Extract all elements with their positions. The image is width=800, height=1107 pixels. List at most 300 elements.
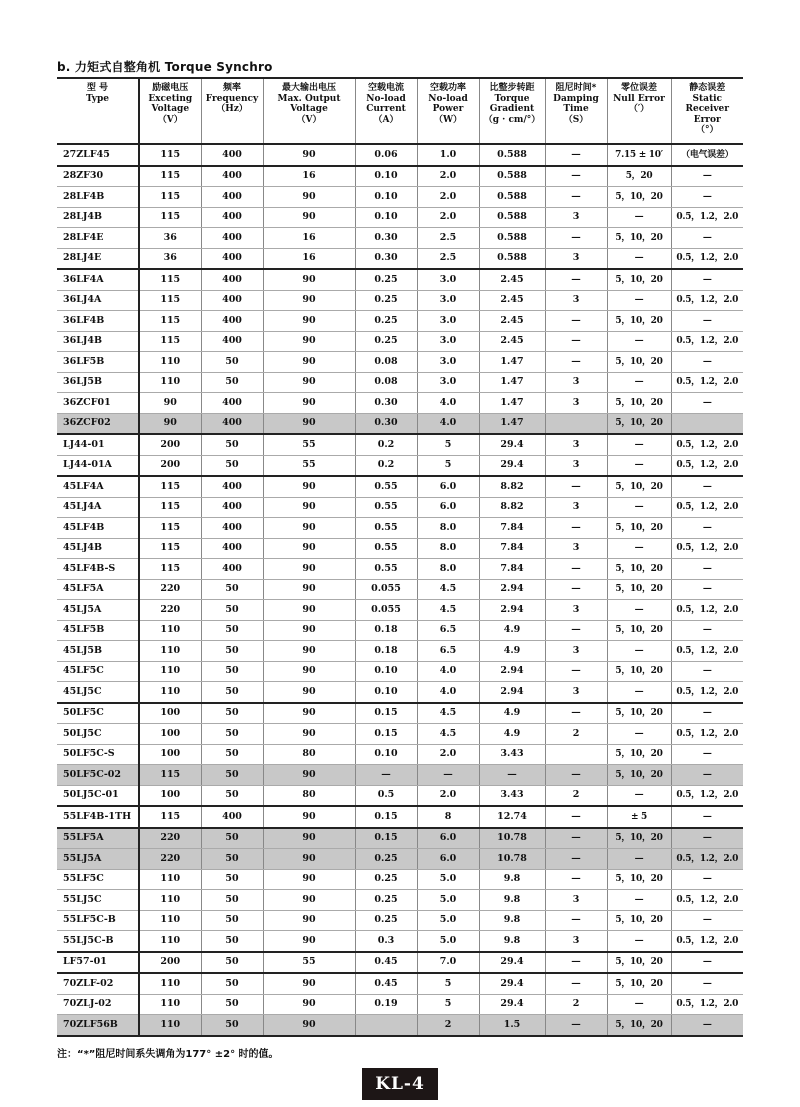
cell-static-error: 0.5，1.2，2.0 — [671, 994, 743, 1015]
cell-voltage: 115 — [139, 207, 201, 228]
header-en-text: Frequency — [205, 93, 259, 104]
cell-type: 45LJ5B — [57, 641, 139, 662]
table-row — [57, 973, 743, 994]
cell-damping: — — [545, 1015, 607, 1036]
cell-torque: 9.8 — [479, 910, 545, 931]
cell-max-out: 90 — [263, 641, 355, 662]
cell-type: 45LF5A — [57, 579, 139, 600]
cell-freq: 400 — [201, 413, 263, 434]
cell-type: 55LF4B-1TH — [57, 806, 139, 828]
cell-static-error: — — [671, 661, 743, 682]
cell-voltage: 110 — [139, 682, 201, 703]
cell-power: 5 — [417, 455, 479, 476]
cell-power: — — [417, 765, 479, 786]
cell-damping: 3 — [545, 600, 607, 621]
table-row — [57, 1015, 743, 1036]
cell-freq: 400 — [201, 806, 263, 828]
cell-freq: 400 — [201, 228, 263, 249]
cell-type: 45LF4A — [57, 476, 139, 497]
table-row — [57, 994, 743, 1015]
cell-damping: — — [545, 559, 607, 580]
table-row — [57, 620, 743, 641]
cell-type: 36LF4B — [57, 311, 139, 332]
cell-max-out: 90 — [263, 682, 355, 703]
cell-damping: — — [545, 620, 607, 641]
cell-current: 0.25 — [355, 890, 417, 911]
cell-max-out: 90 — [263, 476, 355, 497]
cell-static-error: 0.5，1.2，2.0 — [671, 600, 743, 621]
cell-damping: 2 — [545, 785, 607, 806]
cell-freq: 400 — [201, 393, 263, 414]
cell-static-error: — — [671, 187, 743, 208]
cell-null-error: — — [607, 538, 671, 559]
cell-voltage: 100 — [139, 785, 201, 806]
cell-voltage: 220 — [139, 828, 201, 849]
cell-type: 36LJ4B — [57, 331, 139, 352]
header-unit-text: （V） — [296, 114, 322, 125]
cell-power: 2.0 — [417, 207, 479, 228]
cell-torque: — — [479, 765, 545, 786]
cell-damping: 3 — [545, 890, 607, 911]
cell-freq: 400 — [201, 166, 263, 187]
cell-max-out: 90 — [263, 290, 355, 311]
cell-type: 45LJ4A — [57, 497, 139, 518]
cell-type: 45LJ5A — [57, 600, 139, 621]
cell-current: 0.08 — [355, 352, 417, 373]
cell-current: 0.30 — [355, 413, 417, 434]
cell-torque: 8.82 — [479, 497, 545, 518]
cell-power: 4.5 — [417, 579, 479, 600]
cell-voltage: 110 — [139, 620, 201, 641]
table-row — [57, 849, 743, 870]
table-row — [57, 724, 743, 745]
cell-type: 45LF5B — [57, 620, 139, 641]
column-header-type — [57, 78, 139, 144]
footnote: 注：“*”阻尼时间系失调角为177° ±2° 时的值。 — [57, 1049, 279, 1060]
cell-torque: 7.84 — [479, 538, 545, 559]
cell-power: 8.0 — [417, 559, 479, 580]
cell-power: 2.5 — [417, 228, 479, 249]
cell-static-error: 0.5，1.2，2.0 — [671, 372, 743, 393]
cell-current: 0.10 — [355, 207, 417, 228]
table-row — [57, 952, 743, 974]
cell-freq: 400 — [201, 248, 263, 269]
cell-voltage: 115 — [139, 497, 201, 518]
cell-null-error: 5，10，20 — [607, 869, 671, 890]
table-row — [57, 559, 743, 580]
cell-null-error: 5，10，20 — [607, 828, 671, 849]
header-zh-text: 频率 — [222, 83, 241, 93]
cell-power: 6.0 — [417, 828, 479, 849]
cell-current: 0.45 — [355, 973, 417, 994]
cell-torque: 0.588 — [479, 187, 545, 208]
cell-damping: — — [545, 144, 607, 166]
cell-power: 6.5 — [417, 620, 479, 641]
cell-voltage: 115 — [139, 144, 201, 166]
cell-damping: — — [545, 228, 607, 249]
cell-power: 4.5 — [417, 600, 479, 621]
cell-torque: 1.47 — [479, 413, 545, 434]
cell-damping: — — [545, 579, 607, 600]
cell-static-error: — — [671, 393, 743, 414]
cell-current: 0.2 — [355, 455, 417, 476]
cell-damping: — — [545, 352, 607, 373]
cell-current: 0.10 — [355, 661, 417, 682]
table-row — [57, 910, 743, 931]
cell-power: 7.0 — [417, 952, 479, 974]
cell-max-out: 55 — [263, 952, 355, 974]
cell-max-out: 90 — [263, 600, 355, 621]
header-en-text: Exceting Voltage — [148, 93, 193, 114]
cell-null-error: 5，10，20 — [607, 1015, 671, 1036]
cell-current: — — [355, 765, 417, 786]
column-header-static-receiver-error — [671, 78, 743, 144]
cell-power: 4.5 — [417, 703, 479, 724]
cell-freq: 50 — [201, 931, 263, 952]
cell-damping: — — [545, 661, 607, 682]
cell-type: 36LF5B — [57, 352, 139, 373]
cell-torque: 0.588 — [479, 248, 545, 269]
cell-voltage: 90 — [139, 393, 201, 414]
table-row — [57, 331, 743, 352]
cell-voltage: 110 — [139, 372, 201, 393]
cell-current: 0.15 — [355, 828, 417, 849]
cell-null-error: 5，10，20 — [607, 559, 671, 580]
cell-static-error: 0.5，1.2，2.0 — [671, 455, 743, 476]
cell-torque: 0.588 — [479, 166, 545, 187]
cell-freq: 400 — [201, 331, 263, 352]
cell-static-error: — — [671, 828, 743, 849]
cell-max-out: 55 — [263, 455, 355, 476]
cell-freq: 50 — [201, 1015, 263, 1036]
cell-current: 0.55 — [355, 476, 417, 497]
cell-voltage: 115 — [139, 765, 201, 786]
cell-voltage: 115 — [139, 806, 201, 828]
cell-static-error: — — [671, 910, 743, 931]
cell-type: 28LF4B — [57, 187, 139, 208]
cell-voltage: 115 — [139, 559, 201, 580]
cell-max-out: 90 — [263, 372, 355, 393]
cell-current: 0.30 — [355, 248, 417, 269]
cell-voltage: 115 — [139, 269, 201, 290]
table-row — [57, 248, 743, 269]
cell-null-error: 5，10，20 — [607, 703, 671, 724]
cell-type: 50LJ5C-01 — [57, 785, 139, 806]
cell-torque: 0.588 — [479, 144, 545, 166]
cell-torque: 9.8 — [479, 931, 545, 952]
cell-type: 27ZLF45 — [57, 144, 139, 166]
cell-damping: 3 — [545, 455, 607, 476]
cell-type: 45LJ5C — [57, 682, 139, 703]
table-row — [57, 187, 743, 208]
cell-freq: 50 — [201, 703, 263, 724]
table-row — [57, 269, 743, 290]
cell-power: 3.0 — [417, 269, 479, 290]
cell-static-error: — — [671, 559, 743, 580]
cell-freq: 50 — [201, 765, 263, 786]
cell-max-out: 55 — [263, 434, 355, 455]
cell-voltage: 90 — [139, 413, 201, 434]
cell-max-out: 90 — [263, 393, 355, 414]
table-row — [57, 600, 743, 621]
cell-static-error: 0.5，1.2，2.0 — [671, 931, 743, 952]
cell-type: 50LF5C-S — [57, 744, 139, 765]
cell-type: 55LJ5A — [57, 849, 139, 870]
cell-current: 0.15 — [355, 724, 417, 745]
cell-voltage: 100 — [139, 703, 201, 724]
cell-torque: 2.45 — [479, 311, 545, 332]
cell-power: 6.0 — [417, 497, 479, 518]
cell-freq: 50 — [201, 434, 263, 455]
cell-damping: — — [545, 518, 607, 539]
cell-max-out: 90 — [263, 931, 355, 952]
cell-damping: 3 — [545, 497, 607, 518]
cell-null-error: 5，10，20 — [607, 765, 671, 786]
cell-power: 4.5 — [417, 724, 479, 745]
cell-max-out: 90 — [263, 497, 355, 518]
cell-current: 0.055 — [355, 579, 417, 600]
cell-null-error: — — [607, 248, 671, 269]
cell-current: 0.25 — [355, 269, 417, 290]
cell-type: 55LF5C — [57, 869, 139, 890]
cell-freq: 50 — [201, 828, 263, 849]
cell-voltage: 220 — [139, 600, 201, 621]
cell-static-error: — — [671, 806, 743, 828]
cell-static-error: 0.5，1.2，2.0 — [671, 785, 743, 806]
cell-type: 36LJ4A — [57, 290, 139, 311]
cell-freq: 50 — [201, 579, 263, 600]
cell-freq: 50 — [201, 910, 263, 931]
cell-freq: 50 — [201, 869, 263, 890]
cell-torque: 10.78 — [479, 849, 545, 870]
cell-damping: — — [545, 703, 607, 724]
cell-damping: 3 — [545, 641, 607, 662]
cell-null-error: 5，10，20 — [607, 311, 671, 332]
cell-max-out: 90 — [263, 869, 355, 890]
cell-power: 2.0 — [417, 785, 479, 806]
cell-type: 36ZCF01 — [57, 393, 139, 414]
cell-current: 0.18 — [355, 620, 417, 641]
cell-type: 36LJ5B — [57, 372, 139, 393]
cell-power: 5.0 — [417, 869, 479, 890]
cell-max-out: 16 — [263, 228, 355, 249]
cell-max-out: 90 — [263, 331, 355, 352]
cell-max-out: 90 — [263, 144, 355, 166]
table-row — [57, 828, 743, 849]
cell-null-error: 5，10，20 — [607, 579, 671, 600]
cell-damping: 3 — [545, 372, 607, 393]
cell-current: 0.19 — [355, 994, 417, 1015]
cell-torque: 0.588 — [479, 207, 545, 228]
cell-static-error: — — [671, 166, 743, 187]
cell-torque: 7.84 — [479, 559, 545, 580]
cell-current: 0.55 — [355, 518, 417, 539]
cell-torque: 2.45 — [479, 290, 545, 311]
cell-power: 3.0 — [417, 331, 479, 352]
cell-damping: — — [545, 869, 607, 890]
cell-null-error: 5，10，20 — [607, 228, 671, 249]
table-row — [57, 538, 743, 559]
cell-type: 55LJ5C-B — [57, 931, 139, 952]
cell-damping: 3 — [545, 393, 607, 414]
cell-voltage: 110 — [139, 890, 201, 911]
cell-voltage: 115 — [139, 538, 201, 559]
cell-null-error: — — [607, 372, 671, 393]
cell-damping: 2 — [545, 994, 607, 1015]
cell-freq: 50 — [201, 600, 263, 621]
cell-null-error: 5，10，20 — [607, 187, 671, 208]
cell-type: 50LF5C-02 — [57, 765, 139, 786]
cell-static-error: — — [671, 973, 743, 994]
cell-torque: 4.9 — [479, 620, 545, 641]
cell-type: 70ZLJ-02 — [57, 994, 139, 1015]
table-row — [57, 806, 743, 828]
cell-torque: 29.4 — [479, 434, 545, 455]
cell-freq: 50 — [201, 973, 263, 994]
cell-damping: — — [545, 952, 607, 974]
cell-damping: — — [545, 269, 607, 290]
cell-static-error: — — [671, 703, 743, 724]
cell-current: 0.15 — [355, 703, 417, 724]
cell-torque: 0.588 — [479, 228, 545, 249]
cell-freq: 400 — [201, 144, 263, 166]
cell-damping — [545, 744, 607, 765]
column-header-no-load-power — [417, 78, 479, 144]
cell-static-error: — — [671, 476, 743, 497]
cell-static-error: 0.5，1.2，2.0 — [671, 290, 743, 311]
header-unit-text: （A） — [373, 114, 399, 125]
cell-max-out: 90 — [263, 1015, 355, 1036]
header-zh-text: 励磁电压 — [152, 83, 189, 93]
cell-null-error: ± 5 — [607, 806, 671, 828]
cell-torque: 8.82 — [479, 476, 545, 497]
header-zh-text: 阻尼时间* — [555, 83, 597, 93]
cell-voltage: 220 — [139, 579, 201, 600]
cell-torque: 3.43 — [479, 744, 545, 765]
cell-freq: 50 — [201, 724, 263, 745]
table-row — [57, 228, 743, 249]
cell-damping: — — [545, 331, 607, 352]
header-en-text: Torque Gradient — [489, 93, 535, 114]
cell-null-error: 5，10，20 — [607, 744, 671, 765]
cell-freq: 50 — [201, 744, 263, 765]
cell-null-error: — — [607, 785, 671, 806]
cell-freq: 400 — [201, 497, 263, 518]
cell-static-error: 0.5，1.2，2.0 — [671, 724, 743, 745]
cell-voltage: 110 — [139, 869, 201, 890]
cell-null-error: 5，10，20 — [607, 476, 671, 497]
cell-max-out: 90 — [263, 806, 355, 828]
cell-type: 50LJ5C — [57, 724, 139, 745]
cell-current: 0.30 — [355, 228, 417, 249]
cell-damping: 3 — [545, 434, 607, 455]
cell-current: 0.06 — [355, 144, 417, 166]
header-zh-text: 型 号 — [86, 83, 109, 93]
cell-current: 0.15 — [355, 806, 417, 828]
cell-max-out: 90 — [263, 352, 355, 373]
cell-null-error: — — [607, 724, 671, 745]
table-row — [57, 682, 743, 703]
cell-torque: 4.9 — [479, 703, 545, 724]
cell-power: 2.0 — [417, 744, 479, 765]
cell-damping: — — [545, 806, 607, 828]
header-zh-text: 空载功率 — [429, 83, 466, 93]
cell-damping: — — [545, 910, 607, 931]
cell-freq: 400 — [201, 518, 263, 539]
header-zh-text: 静态误差 — [689, 83, 726, 93]
header-unit-text: （°） — [695, 125, 719, 135]
cell-freq: 400 — [201, 559, 263, 580]
cell-current: 0.45 — [355, 952, 417, 974]
cell-current: 0.30 — [355, 393, 417, 414]
cell-null-error: 5，10，20 — [607, 352, 671, 373]
cell-freq: 400 — [201, 311, 263, 332]
cell-torque: 10.78 — [479, 828, 545, 849]
header-en-text: Type — [86, 93, 109, 104]
header-unit-text: （g · cm/°） — [483, 114, 541, 125]
table-row — [57, 785, 743, 806]
cell-current: 0.18 — [355, 641, 417, 662]
cell-voltage: 36 — [139, 248, 201, 269]
cell-null-error: 5，10，20 — [607, 393, 671, 414]
table-row — [57, 579, 743, 600]
cell-torque: 2.45 — [479, 269, 545, 290]
cell-null-error: — — [607, 331, 671, 352]
cell-power: 5 — [417, 994, 479, 1015]
cell-type: 55LF5C-B — [57, 910, 139, 931]
torque-synchro-spec-table — [57, 77, 743, 1037]
cell-torque: 2.94 — [479, 579, 545, 600]
cell-voltage: 100 — [139, 744, 201, 765]
cell-static-error: 0.5，1.2，2.0 — [671, 890, 743, 911]
cell-power: 5 — [417, 973, 479, 994]
cell-damping: — — [545, 311, 607, 332]
table-row — [57, 372, 743, 393]
cell-static-error: 0.5，1.2，2.0 — [671, 497, 743, 518]
cell-type: 36ZCF02 — [57, 413, 139, 434]
header-en-text: Max. Output Voltage — [277, 93, 341, 114]
column-header-exciting-voltage — [139, 78, 201, 144]
cell-null-error: 5，10，20 — [607, 973, 671, 994]
cell-voltage: 110 — [139, 1015, 201, 1036]
cell-torque: 9.8 — [479, 869, 545, 890]
cell-power: 3.0 — [417, 290, 479, 311]
cell-type: 55LJ5C — [57, 890, 139, 911]
cell-damping: — — [545, 166, 607, 187]
table-row — [57, 497, 743, 518]
cell-max-out: 90 — [263, 724, 355, 745]
table-row — [57, 765, 743, 786]
cell-power: 6.0 — [417, 849, 479, 870]
cell-torque: 1.47 — [479, 393, 545, 414]
cell-static-error: 0.5，1.2，2.0 — [671, 331, 743, 352]
header-zh-text: 零位误差 — [620, 83, 657, 93]
cell-freq: 50 — [201, 620, 263, 641]
cell-static-error: — — [671, 952, 743, 974]
cell-static-error: 0.5，1.2，2.0 — [671, 538, 743, 559]
cell-current: 0.5 — [355, 785, 417, 806]
column-header-null-error — [607, 78, 671, 144]
cell-power: 2.0 — [417, 166, 479, 187]
cell-freq: 50 — [201, 455, 263, 476]
cell-max-out: 90 — [263, 538, 355, 559]
cell-freq: 50 — [201, 785, 263, 806]
cell-voltage: 110 — [139, 352, 201, 373]
cell-freq: 400 — [201, 476, 263, 497]
cell-max-out: 90 — [263, 559, 355, 580]
cell-voltage: 115 — [139, 518, 201, 539]
cell-torque: 1.47 — [479, 372, 545, 393]
